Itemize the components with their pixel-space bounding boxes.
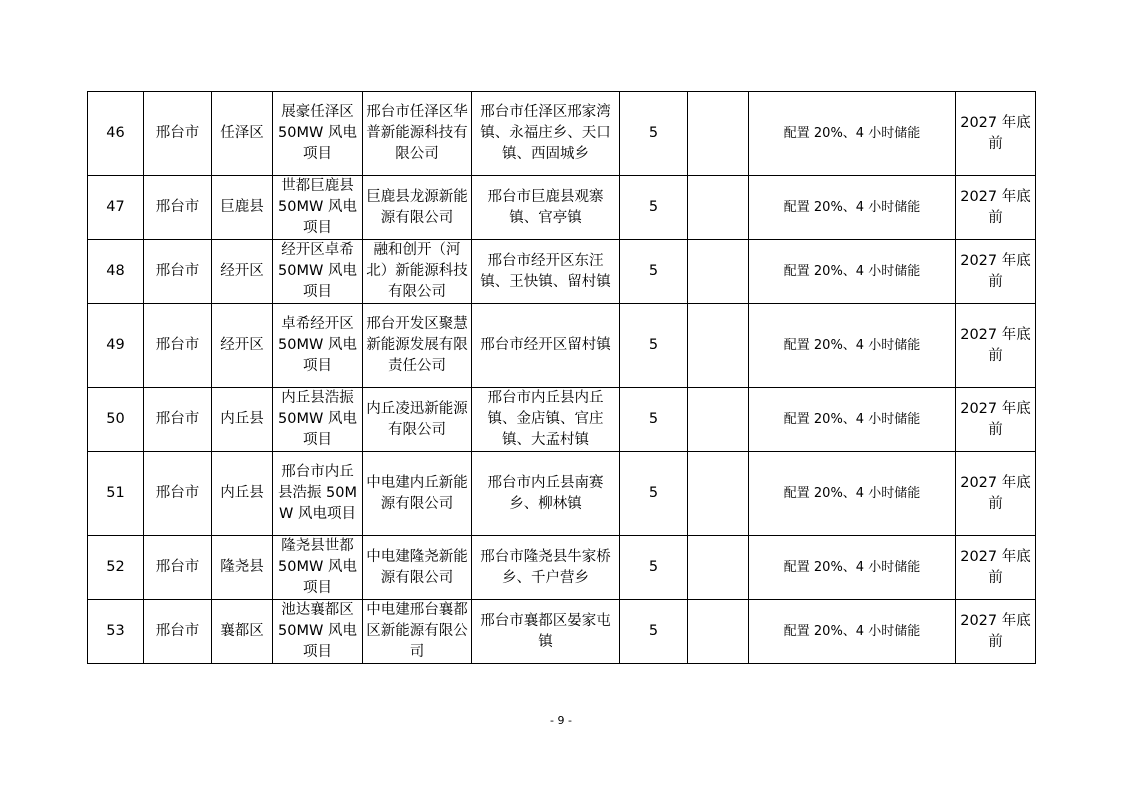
empty-cell [688,240,749,304]
empty-cell [688,536,749,600]
storage-cell: 配置 20%、4 小时储能 [749,240,956,304]
city-cell: 邢台市 [144,536,212,600]
project-name-cell: 内丘县浩振 50MW 风电项目 [273,388,363,452]
empty-cell [688,176,749,240]
city-cell: 邢台市 [144,176,212,240]
county-cell: 经开区 [212,304,273,388]
project-name-cell: 经开区卓希 50MW 风电项目 [273,240,363,304]
county-cell: 襄都区 [212,600,273,664]
project-name-cell: 邢台市内丘县浩振 50MW 风电项目 [273,452,363,536]
company-cell: 中电建邢台襄都区新能源有限公司 [363,600,472,664]
table-row [88,600,1036,664]
project-name-cell: 世都巨鹿县 50MW 风电项目 [273,176,363,240]
table-row [88,536,1036,600]
county-cell: 内丘县 [212,388,273,452]
county-cell: 隆尧县 [212,536,273,600]
deadline-cell: 2027 年底前 [956,452,1036,536]
location-cell: 邢台市经开区留村镇 [472,304,620,388]
storage-cell: 配置 20%、4 小时储能 [749,600,956,664]
row-number-cell: 46 [88,92,144,176]
location-cell: 邢台市内丘县内丘镇、金店镇、官庄镇、大孟村镇 [472,388,620,452]
project-name-cell: 卓希经开区 50MW 风电项目 [273,304,363,388]
storage-cell: 配置 20%、4 小时储能 [749,452,956,536]
table-row [88,388,1036,452]
company-cell: 巨鹿县龙源新能源有限公司 [363,176,472,240]
city-cell: 邢台市 [144,600,212,664]
capacity-cell: 5 [620,452,688,536]
location-cell: 邢台市襄都区晏家屯镇 [472,600,620,664]
deadline-cell: 2027 年底前 [956,240,1036,304]
deadline-cell: 2027 年底前 [956,536,1036,600]
deadline-cell: 2027 年底前 [956,92,1036,176]
table-row [88,176,1036,240]
location-cell: 邢台市隆尧县牛家桥乡、千户营乡 [472,536,620,600]
storage-cell: 配置 20%、4 小时储能 [749,304,956,388]
deadline-cell: 2027 年底前 [956,388,1036,452]
deadline-cell: 2027 年底前 [956,600,1036,664]
capacity-cell: 5 [620,92,688,176]
company-cell: 内丘凌迅新能源有限公司 [363,388,472,452]
location-cell: 邢台市巨鹿县观寨镇、官亭镇 [472,176,620,240]
table-row [88,240,1036,304]
project-name-cell: 展豪任泽区 50MW 风电项目 [273,92,363,176]
city-cell: 邢台市 [144,304,212,388]
storage-cell: 配置 20%、4 小时储能 [749,536,956,600]
capacity-cell: 5 [620,536,688,600]
project-name-cell: 池达襄都区 50MW 风电项目 [273,600,363,664]
company-cell: 邢台市任泽区华普新能源科技有限公司 [363,92,472,176]
county-cell: 任泽区 [212,92,273,176]
city-cell: 邢台市 [144,452,212,536]
storage-cell: 配置 20%、4 小时储能 [749,92,956,176]
table-row [88,304,1036,388]
county-cell: 巨鹿县 [212,176,273,240]
row-number-cell: 50 [88,388,144,452]
row-number-cell: 47 [88,176,144,240]
location-cell: 邢台市任泽区邢家湾镇、永福庄乡、天口镇、西固城乡 [472,92,620,176]
row-number-cell: 52 [88,536,144,600]
storage-cell: 配置 20%、4 小时储能 [749,176,956,240]
capacity-cell: 5 [620,304,688,388]
empty-cell [688,600,749,664]
row-number-cell: 53 [88,600,144,664]
location-cell: 邢台市经开区东汪镇、王快镇、留村镇 [472,240,620,304]
row-number-cell: 49 [88,304,144,388]
capacity-cell: 5 [620,600,688,664]
company-cell: 邢台开发区聚慧新能源发展有限责任公司 [363,304,472,388]
capacity-cell: 5 [620,240,688,304]
company-cell: 中电建内丘新能源有限公司 [363,452,472,536]
deadline-cell: 2027 年底前 [956,176,1036,240]
empty-cell [688,452,749,536]
county-cell: 内丘县 [212,452,273,536]
county-cell: 经开区 [212,240,273,304]
company-cell: 融和创开（河北）新能源科技有限公司 [363,240,472,304]
project-name-cell: 隆尧县世都 50MW 风电项目 [273,536,363,600]
capacity-cell: 5 [620,176,688,240]
page-number: - 9 - [550,714,572,727]
location-cell: 邢台市内丘县南赛乡、柳林镇 [472,452,620,536]
empty-cell [688,304,749,388]
project-table [87,91,1036,664]
storage-cell: 配置 20%、4 小时储能 [749,388,956,452]
table-row [88,92,1036,176]
city-cell: 邢台市 [144,240,212,304]
row-number-cell: 51 [88,452,144,536]
empty-cell [688,388,749,452]
empty-cell [688,92,749,176]
capacity-cell: 5 [620,388,688,452]
table-row [88,452,1036,536]
city-cell: 邢台市 [144,92,212,176]
city-cell: 邢台市 [144,388,212,452]
company-cell: 中电建隆尧新能源有限公司 [363,536,472,600]
deadline-cell: 2027 年底前 [956,304,1036,388]
project-table-body [88,92,1036,664]
row-number-cell: 48 [88,240,144,304]
